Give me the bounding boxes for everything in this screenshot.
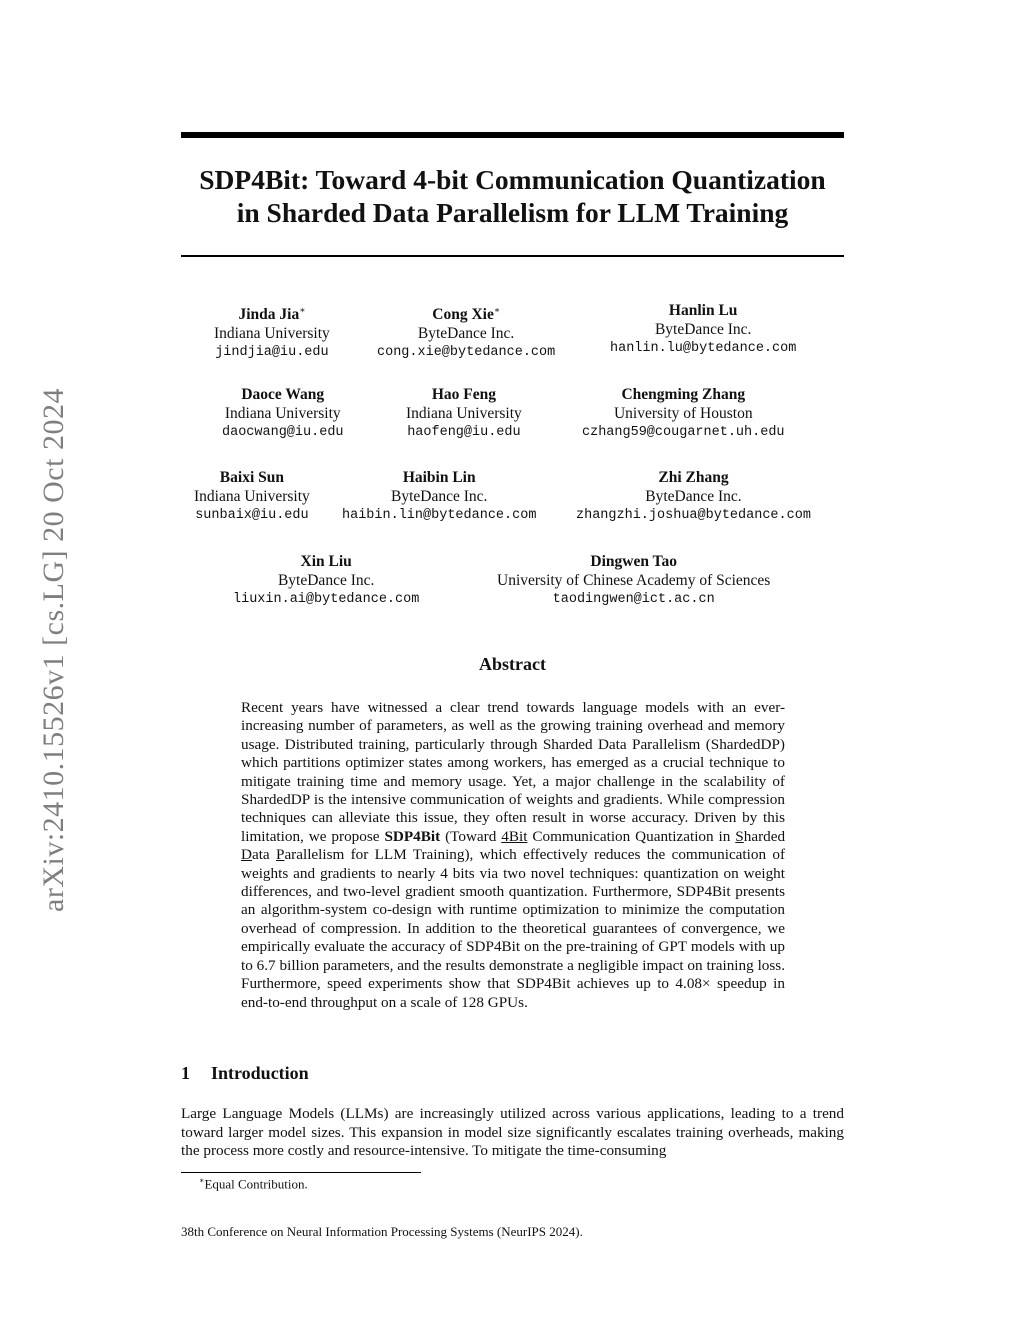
title-line-2: in Sharded Data Parallelism for LLM Training (236, 197, 789, 228)
equal-contribution-mark: ∗ (493, 305, 500, 315)
author-email: sunbaix@iu.edu (195, 508, 309, 523)
author-block (497, 552, 770, 609)
author-email: haibin.lin@bytedance.com (342, 508, 537, 523)
author-name: Jinda Jia (238, 306, 300, 324)
arxiv-identifier-stamp: arXiv:2410.15526v1 [cs.LG] 20 Oct 2024 (37, 388, 70, 912)
author-email: hanlin.lu@bytedance.com (610, 341, 797, 356)
author-block (194, 468, 310, 525)
author-block (610, 301, 796, 358)
author-name: Chengming Zhang (621, 386, 746, 403)
author-email: zhangzhi.joshua@bytedance.com (576, 508, 811, 523)
author-affiliation: Indiana University (406, 405, 522, 422)
author-email: daocwang@iu.edu (222, 425, 344, 440)
author-email: czhang59@cougarnet.uh.edu (582, 425, 785, 440)
author-email: haofeng@iu.edu (407, 425, 521, 440)
author-name: Haibin Lin (402, 469, 476, 486)
venue-note: 38th Conference on Neural Information Processing Systems (NeurIPS 2024). (181, 1224, 583, 1239)
title-line-1: SDP4Bit: Toward 4-bit Communication Quantization (199, 164, 826, 195)
section-number: 1 (181, 1063, 190, 1083)
footnote-text: Equal Contribution. (204, 1176, 308, 1192)
footnote-rule (181, 1172, 421, 1173)
author-affiliation: ByteDance Inc. (417, 325, 515, 343)
author-affiliation: Indiana University (194, 488, 310, 505)
author-affiliation: Indiana University (224, 405, 341, 422)
title-top-rule (181, 132, 844, 138)
author-name: Zhi Zhang (658, 469, 729, 486)
title-bottom-rule (181, 255, 844, 257)
author-affiliation: Indiana University (214, 325, 330, 343)
method-name: SDP4Bit (384, 827, 441, 845)
author-affiliation: University of Chinese Academy of Sciences (497, 572, 771, 589)
author-email: liuxin.ai@bytedance.com (233, 592, 420, 607)
author-name: Xin Liu (300, 553, 352, 570)
author-email: cong.xie@bytedance.com (377, 345, 556, 361)
author-block (582, 385, 785, 442)
equal-contribution-mark: ∗ (299, 305, 306, 315)
author-affiliation: ByteDance Inc. (645, 488, 742, 505)
author-name: Hao Feng (431, 386, 496, 403)
author-email: jindjia@iu.edu (215, 345, 329, 361)
author-block (576, 468, 811, 525)
author-block (342, 468, 536, 525)
footnote (199, 1176, 308, 1192)
abstract-heading: Abstract (479, 654, 546, 674)
author-name: Cong Xie (432, 306, 494, 324)
author-block (214, 301, 330, 362)
abstract-text: Recent years have witnessed a clear trend towards language models with an ever-increasing number of parameters, as well as the growing training overhead and memory usage. Distributed training, particularly through Sharded Data Parallelism (ShardedDP) which partitions optimizer states among workers, has emerged as a crucial technique to mitigate training time and memory usage. Yet, a major challenge in the scalability of ShardedDP is the intensive communication of weights and gradients. While compression techniques can alleviate this issue, they often result in worse accuracy. Driven by this limitation, we propose SDP4Bit (Toward 4Bit Communication Quantization in Sharded Data Parallelism for LLM Training), which effectively reduces the communication of weights and gradients to nearly 4 bits via two novel techniques: quantization on weight differences, and two-level gradient smooth quantization. Furthermore, SDP4Bit presents an algorithm-system co-design with runtime optimization to minimize the computation overhead of compression. In addition to the theoretical guarantees of convergence, we empirically evaluate the accuracy of SDP4Bit on the pre-training of GPT models with up to 6.7 billion parameters, and the results demonstrate a negligible impact on training loss. Furthermore, speed experiments show that SDP4Bit achieves up to 4.08× speedup in end-to-end throughput on a scale of 128 GPUs. (241, 699, 786, 1011)
author-name: Baixi Sun (219, 469, 284, 486)
author-block (233, 552, 419, 609)
author-name: Daoce Wang (241, 386, 325, 403)
author-affiliation: ByteDance Inc. (654, 321, 752, 338)
paper-title (181, 163, 844, 229)
author-block (377, 301, 555, 362)
author-affiliation: ByteDance Inc. (391, 488, 488, 505)
author-block (406, 385, 522, 442)
author-name: Hanlin Lu (668, 302, 738, 319)
intro-paragraph: Large Language Models (LLMs) are increasingly utilized across various applications, leading to a trend toward larger model sizes. This expansion in model size significantly escalates training overheads, making the process more costly and resource-intensive. To mitigate the time-consuming (181, 1105, 844, 1160)
author-affiliation: ByteDance Inc. (277, 572, 375, 589)
author-block (222, 385, 344, 442)
author-email: taodingwen@ict.ac.cn (552, 592, 715, 607)
author-affiliation: University of Houston (613, 405, 753, 422)
author-name: Dingwen Tao (590, 553, 677, 570)
section-title: Introduction (211, 1063, 309, 1083)
section-heading (181, 1063, 309, 1084)
footnote-mark: ∗ (199, 1176, 205, 1185)
